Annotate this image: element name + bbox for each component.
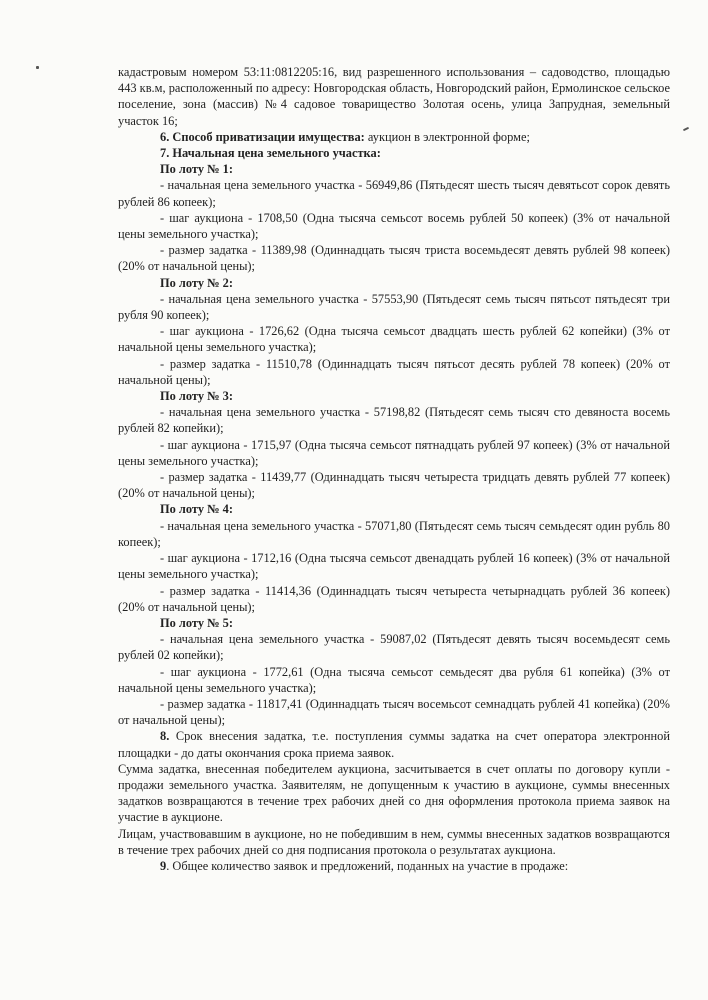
lot-deposit: - размер задатка - 11414,36 (Одиннадцать тысяч четыреста четырнадцать рублей 36 копеек) (20% от начальной цены); (118, 583, 670, 614)
intro-paragraph: кадастровым номером 53:11:0812205:16, вид разрешенного использования – садоводство, площадью 443 кв.м, расположенный по адресу: Новгородская область, Новгородский район, Ермолинское сельское поселение, зона (массив) №4 садовое товарищество Золотая осень, улица Запрудная, земельный участок 16; (118, 65, 671, 128)
lot-deposit: - размер задатка - 11439,77 (Одиннадцать тысяч четыреста тридцать девять рублей 77 копеек) (20% от начальной цены); (118, 470, 670, 501)
lot-step: - шаг аукциона - 1712,16 (Одна тысяча семьсот двенадцать рублей 16 копеек) (3% от начальной цены земельного участка); (118, 551, 670, 582)
section-8-text: Срок внесения задатка, т.е. поступления суммы задатка на счет оператора электронной площадки - до даты окончания срока приема заявок. (118, 729, 670, 760)
lot-title: По лоту № 5: (160, 615, 234, 630)
section-8 (118, 728, 670, 760)
lot-price: - начальная цена земельного участка - 57198,82 (Пятьдесят семь тысяч сто девяноста восемь рублей 82 копейки); (118, 405, 670, 436)
scan-speck (683, 127, 689, 131)
lot-deposit: - размер задатка - 11817,41 (Одиннадцать тысяч восемьсот семнадцать рублей 41 копейка) (20% от начальной цены); (118, 696, 670, 728)
lot-step: - шаг аукциона - 1772,61 (Одна тысяча семьсот семьдесят два рубля 61 копейка) (3% от начальной цены земельного участка); (118, 664, 670, 695)
lot-price: - начальная цена земельного участка - 57553,90 (Пятьдесят семь тысяч пятьсот пятьдесят три рубля 90 копеек); (118, 291, 670, 323)
section-7-heading: 7. Начальная цена земельного участка: (160, 146, 381, 161)
lot-price: - начальная цена земельного участка - 57071,80 (Пятьдесят семь тысяч семьдесят один рубль 80 копеек); (118, 518, 670, 549)
scan-speck (36, 66, 39, 69)
lot-step: - шаг аукциона - 1708,50 (Одна тысяча семьсот восемь рублей 50 копеек) (3% от начальной цены земельного участка); (118, 210, 670, 242)
lot-title: По лоту № 1: (160, 162, 234, 177)
lot-title: По лоту № 3: (160, 389, 234, 404)
lot-step: - шаг аукциона - 1726,62 (Одна тысяча семьсот двадцать шесть рублей 62 копейки) (3% от начальной цены земельного участка); (118, 324, 670, 355)
section-6-heading: 6. Способ приватизации имущества: (160, 129, 365, 144)
lot-price: - начальная цена земельного участка - 59087,02 (Пятьдесят девять тысяч восемьдесят семь рублей 02 копейки); (118, 632, 670, 663)
section-6 (118, 129, 670, 145)
lot-deposit: - размер задатка - 11510,78 (Одиннадцать тысяч пятьсот десять рублей 78 копеек) (20% от начальной цены); (118, 356, 670, 387)
lot-step: - шаг аукциона - 1715,97 (Одна тысяча семьсот пятнадцать рублей 97 копеек) (3% от начальной цены земельного участка); (118, 437, 670, 468)
lot-deposit: - размер задатка - 11389,98 (Одиннадцать тысяч триста восемьдесят девять рублей 98 копеек) (20% от начальной цены); (118, 243, 670, 274)
section-8-number: 8. (160, 729, 170, 744)
document-page (118, 64, 670, 874)
lot-price: - начальная цена земельного участка - 56949,86 (Пятьдесят шесть тысяч девятьсот сорок девять рублей 86 копеек); (118, 178, 670, 209)
section-6-text: аукцион в электронной форме; (364, 129, 530, 144)
section-9-text: . Общее количество заявок и предложений, поданных на участие в продаже: (166, 858, 569, 873)
losers-paragraph: Лицам, участвовавшим в аукционе, но не победившим в нем, суммы внесенных задатков возвращаются в течение трех рабочих дней со дня подписания протокола о результатах аукциона. (118, 826, 670, 857)
section-9 (118, 858, 670, 874)
deposit-paragraph: Сумма задатка, внесенная победителем аукциона, засчитывается в счет оплаты по договору купли - продажи земельного участка. Заявителям, не допущенным к участию в аукционе, суммы внесенных задатков возвращаются в течение трех рабочих дней со дня оформления протокола приема заявок на участие в аукционе. (118, 761, 670, 825)
lot-title: По лоту № 4: (160, 502, 234, 517)
section-9-number: 9 (160, 858, 167, 873)
lot-title: По лоту № 2: (160, 275, 234, 290)
